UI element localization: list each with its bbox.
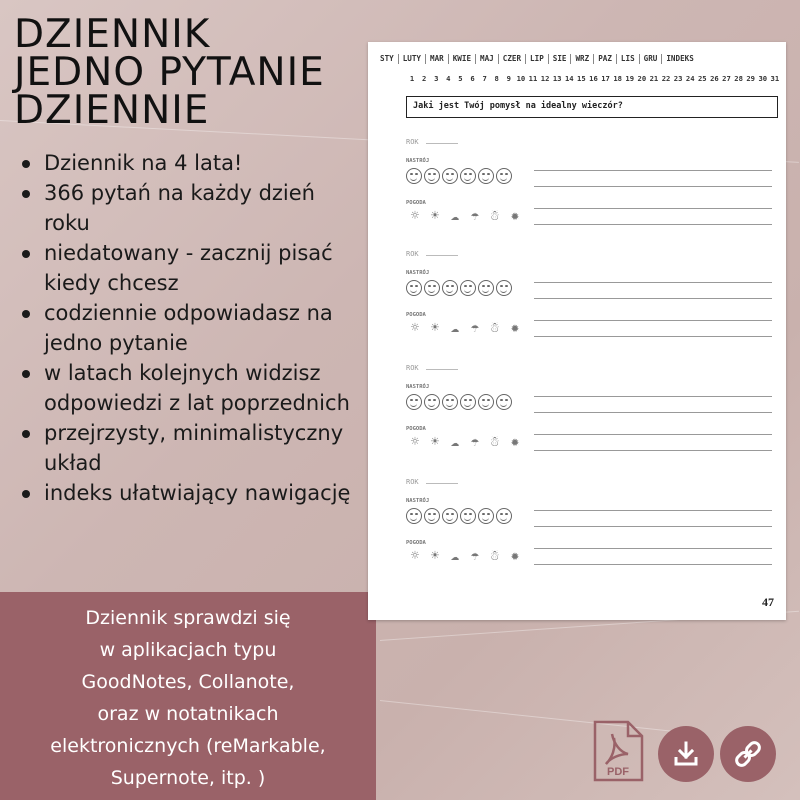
- day-link[interactable]: 18: [613, 74, 622, 83]
- weather-icons: [406, 208, 524, 224]
- day-link[interactable]: 6: [470, 74, 475, 83]
- mood-face-icon[interactable]: [460, 394, 476, 410]
- mood-label: NASTRÓJ: [406, 498, 430, 504]
- day-link[interactable]: 28: [734, 74, 743, 83]
- weather-icon[interactable]: ☀: [430, 208, 440, 224]
- weather-icon[interactable]: ☃: [490, 434, 500, 450]
- day-link[interactable]: 12: [540, 74, 550, 83]
- mood-face-icon[interactable]: [496, 168, 512, 184]
- day-link[interactable]: 8: [494, 74, 499, 83]
- weather-icon[interactable]: ☁: [450, 434, 460, 450]
- page-number: 47: [762, 595, 774, 609]
- pdf-icon-graphic: [592, 720, 644, 782]
- year-input-line[interactable]: [426, 255, 458, 256]
- mood-face-icon[interactable]: [406, 508, 422, 524]
- weather-icon[interactable]: ☂: [470, 208, 480, 224]
- day-link[interactable]: 22: [661, 74, 671, 83]
- weather-icons: [406, 548, 524, 564]
- weather-icons: [406, 434, 524, 450]
- compatibility-line: GoodNotes, Collanote,: [81, 671, 295, 693]
- weather-label: POGODA: [406, 426, 426, 432]
- year-label: ROK: [406, 478, 419, 486]
- title-line-2: JEDNO PYTANIE: [14, 50, 325, 95]
- answer-line[interactable]: [534, 208, 772, 209]
- day-link[interactable]: 13: [552, 74, 562, 83]
- day-link[interactable]: 15: [577, 74, 586, 83]
- mood-icons: [406, 394, 512, 410]
- month-tab[interactable]: LIP: [526, 54, 549, 64]
- month-tab[interactable]: KWIE: [449, 54, 476, 64]
- answer-line[interactable]: [534, 320, 772, 321]
- title-line-1: DZIENNIK: [14, 12, 211, 57]
- day-link[interactable]: 25: [697, 74, 707, 83]
- month-tab[interactable]: LIS: [617, 54, 640, 64]
- year-entry: [406, 250, 778, 350]
- month-tab[interactable]: STY: [376, 54, 399, 64]
- mood-face-icon[interactable]: [478, 168, 494, 184]
- feature-item: 366 pytań na każdy dzień roku: [18, 178, 358, 238]
- day-link[interactable]: 7: [482, 74, 487, 83]
- weather-icon[interactable]: ☃: [490, 548, 500, 564]
- month-tab[interactable]: PAZ: [594, 54, 617, 64]
- answer-line[interactable]: [534, 564, 772, 565]
- mood-label: NASTRÓJ: [406, 384, 430, 390]
- month-tab[interactable]: MAR: [426, 54, 449, 64]
- mood-face-icon[interactable]: [442, 168, 458, 184]
- month-tab[interactable]: LUTY: [399, 54, 426, 64]
- weather-icon[interactable]: ☼: [410, 320, 420, 336]
- weather-icon[interactable]: ☼: [410, 548, 420, 564]
- compatibility-line: oraz w notatnikach: [97, 703, 279, 725]
- answer-line[interactable]: [534, 224, 772, 225]
- weather-icon[interactable]: ☀: [430, 434, 440, 450]
- month-tab[interactable]: WRZ: [571, 54, 594, 64]
- mood-face-icon[interactable]: [424, 168, 440, 184]
- month-tab[interactable]: CZER: [499, 54, 526, 64]
- mood-face-icon[interactable]: [460, 168, 476, 184]
- compatibility-text: [0, 592, 376, 794]
- weather-icons: [406, 320, 524, 336]
- day-link[interactable]: 14: [564, 74, 574, 83]
- day-link[interactable]: 17: [601, 74, 610, 83]
- title-line-3: DZIENNIE: [14, 88, 210, 133]
- compatibility-line: Supernote, itp. ): [110, 767, 266, 789]
- year-input-line[interactable]: [426, 483, 458, 484]
- mood-icons: [406, 508, 512, 524]
- compatibility-line: w aplikacjach typu: [99, 639, 277, 661]
- day-link[interactable]: 24: [685, 74, 695, 83]
- year-entry: [406, 478, 778, 578]
- day-link[interactable]: 9: [506, 74, 511, 83]
- mood-face-icon[interactable]: [442, 508, 458, 524]
- journal-page-preview: [368, 42, 786, 620]
- day-link[interactable]: 16: [589, 74, 598, 83]
- month-tab[interactable]: GRU: [640, 54, 663, 64]
- answer-line[interactable]: [534, 186, 772, 187]
- month-tab[interactable]: INDEKS: [666, 54, 694, 63]
- weather-icon[interactable]: ☁: [450, 320, 460, 336]
- weather-label: POGODA: [406, 200, 426, 206]
- weather-icon[interactable]: ✹: [510, 208, 520, 224]
- mood-face-icon[interactable]: [424, 394, 440, 410]
- weather-icon[interactable]: ☃: [490, 208, 500, 224]
- year-label: ROK: [406, 138, 419, 146]
- feature-item: codziennie odpowiadasz na jedno pytanie: [18, 298, 358, 358]
- day-link[interactable]: 31: [770, 74, 780, 83]
- day-link[interactable]: 27: [722, 74, 731, 83]
- mood-icons: [406, 168, 512, 184]
- compatibility-info-box: [0, 592, 376, 800]
- mood-icons: [406, 280, 512, 296]
- answer-line[interactable]: [534, 412, 772, 413]
- day-index: [406, 74, 781, 83]
- link-icon: [732, 738, 764, 770]
- pdf-file-icon[interactable]: [592, 720, 644, 782]
- day-link[interactable]: 3: [434, 74, 439, 83]
- feature-item: indeks ułatwiający nawigację: [18, 478, 358, 508]
- mood-face-icon[interactable]: [424, 280, 440, 296]
- month-tab[interactable]: SIE: [549, 54, 572, 64]
- weather-icon[interactable]: ☁: [450, 208, 460, 224]
- year-input-line[interactable]: [426, 143, 458, 144]
- day-link[interactable]: 2: [421, 74, 427, 83]
- mood-face-icon[interactable]: [406, 168, 422, 184]
- weather-icon[interactable]: ✹: [510, 548, 520, 564]
- answer-line[interactable]: [534, 336, 772, 337]
- feature-item: przejrzysty, minimalistyczny układ: [18, 418, 358, 478]
- mood-face-icon[interactable]: [442, 280, 458, 296]
- mood-face-icon[interactable]: [460, 280, 476, 296]
- weather-icon[interactable]: ☁: [450, 548, 460, 564]
- day-link[interactable]: 11: [528, 74, 538, 83]
- weather-icon[interactable]: ☀: [430, 548, 440, 564]
- feature-item: w latach kolejnych widzisz odpowiedzi z lat poprzednich: [18, 358, 358, 418]
- day-link[interactable]: 30: [758, 74, 768, 83]
- mood-face-icon[interactable]: [424, 508, 440, 524]
- weather-icon[interactable]: ☼: [410, 434, 420, 450]
- mood-face-icon[interactable]: [478, 394, 494, 410]
- answer-line[interactable]: [534, 396, 772, 397]
- year-label: ROK: [406, 364, 419, 372]
- year-entry: [406, 138, 778, 238]
- day-link[interactable]: 19: [625, 74, 635, 83]
- answer-line[interactable]: [534, 434, 772, 435]
- main-title: [14, 12, 364, 133]
- mood-face-icon[interactable]: [496, 280, 512, 296]
- feature-item: Dziennik na 4 lata!: [18, 148, 358, 178]
- mood-face-icon[interactable]: [478, 280, 494, 296]
- compatibility-line: Dziennik sprawdzi się: [85, 607, 291, 629]
- year-entry: [406, 364, 778, 464]
- mood-face-icon[interactable]: [406, 280, 422, 296]
- year-input-line[interactable]: [426, 369, 458, 370]
- day-link[interactable]: 4: [446, 74, 451, 83]
- pdf-label: PDF: [607, 766, 629, 778]
- weather-icon[interactable]: ✹: [510, 320, 520, 336]
- daily-question: Jaki jest Twój pomysł na idealny wieczór?: [406, 96, 778, 118]
- weather-icon[interactable]: ✹: [510, 434, 520, 450]
- mood-face-icon[interactable]: [478, 508, 494, 524]
- answer-line[interactable]: [534, 510, 772, 511]
- feature-item: niedatowany - zacznij pisać kiedy chcesz: [18, 238, 358, 298]
- mood-face-icon[interactable]: [406, 394, 422, 410]
- weather-icon[interactable]: ☀: [430, 320, 440, 336]
- link-button[interactable]: [720, 726, 776, 782]
- year-label: ROK: [406, 250, 419, 258]
- weather-label: POGODA: [406, 312, 426, 318]
- weather-icon[interactable]: ☂: [470, 548, 480, 564]
- weather-label: POGODA: [406, 540, 426, 546]
- weather-icon[interactable]: ☼: [410, 208, 420, 224]
- month-tabs: [376, 54, 778, 64]
- answer-line[interactable]: [534, 298, 772, 299]
- mood-label: NASTRÓJ: [406, 270, 430, 276]
- mood-face-icon[interactable]: [460, 508, 476, 524]
- compatibility-line: elektronicznych (reMarkable,: [50, 735, 326, 757]
- day-link[interactable]: 5: [458, 74, 463, 83]
- answer-line[interactable]: [534, 282, 772, 283]
- mood-face-icon[interactable]: [496, 508, 512, 524]
- day-link[interactable]: 1: [409, 74, 415, 83]
- day-link[interactable]: 21: [649, 74, 659, 83]
- mood-face-icon[interactable]: [442, 394, 458, 410]
- day-link[interactable]: 10: [516, 74, 526, 83]
- day-link[interactable]: 29: [746, 74, 755, 83]
- download-button[interactable]: [658, 726, 714, 782]
- answer-line[interactable]: [534, 170, 772, 171]
- weather-icon[interactable]: ☂: [470, 434, 480, 450]
- mood-face-icon[interactable]: [496, 394, 512, 410]
- feature-list: [18, 148, 358, 508]
- answer-line[interactable]: [534, 450, 772, 451]
- day-link[interactable]: 26: [710, 74, 719, 83]
- day-link[interactable]: 20: [637, 74, 647, 83]
- download-icon: [672, 740, 700, 768]
- answer-line[interactable]: [534, 548, 772, 549]
- day-link[interactable]: 23: [673, 74, 683, 83]
- mood-label: NASTRÓJ: [406, 158, 430, 164]
- weather-icon[interactable]: ☂: [470, 320, 480, 336]
- month-tab[interactable]: MAJ: [476, 54, 499, 64]
- weather-icon[interactable]: ☃: [490, 320, 500, 336]
- answer-line[interactable]: [534, 526, 772, 527]
